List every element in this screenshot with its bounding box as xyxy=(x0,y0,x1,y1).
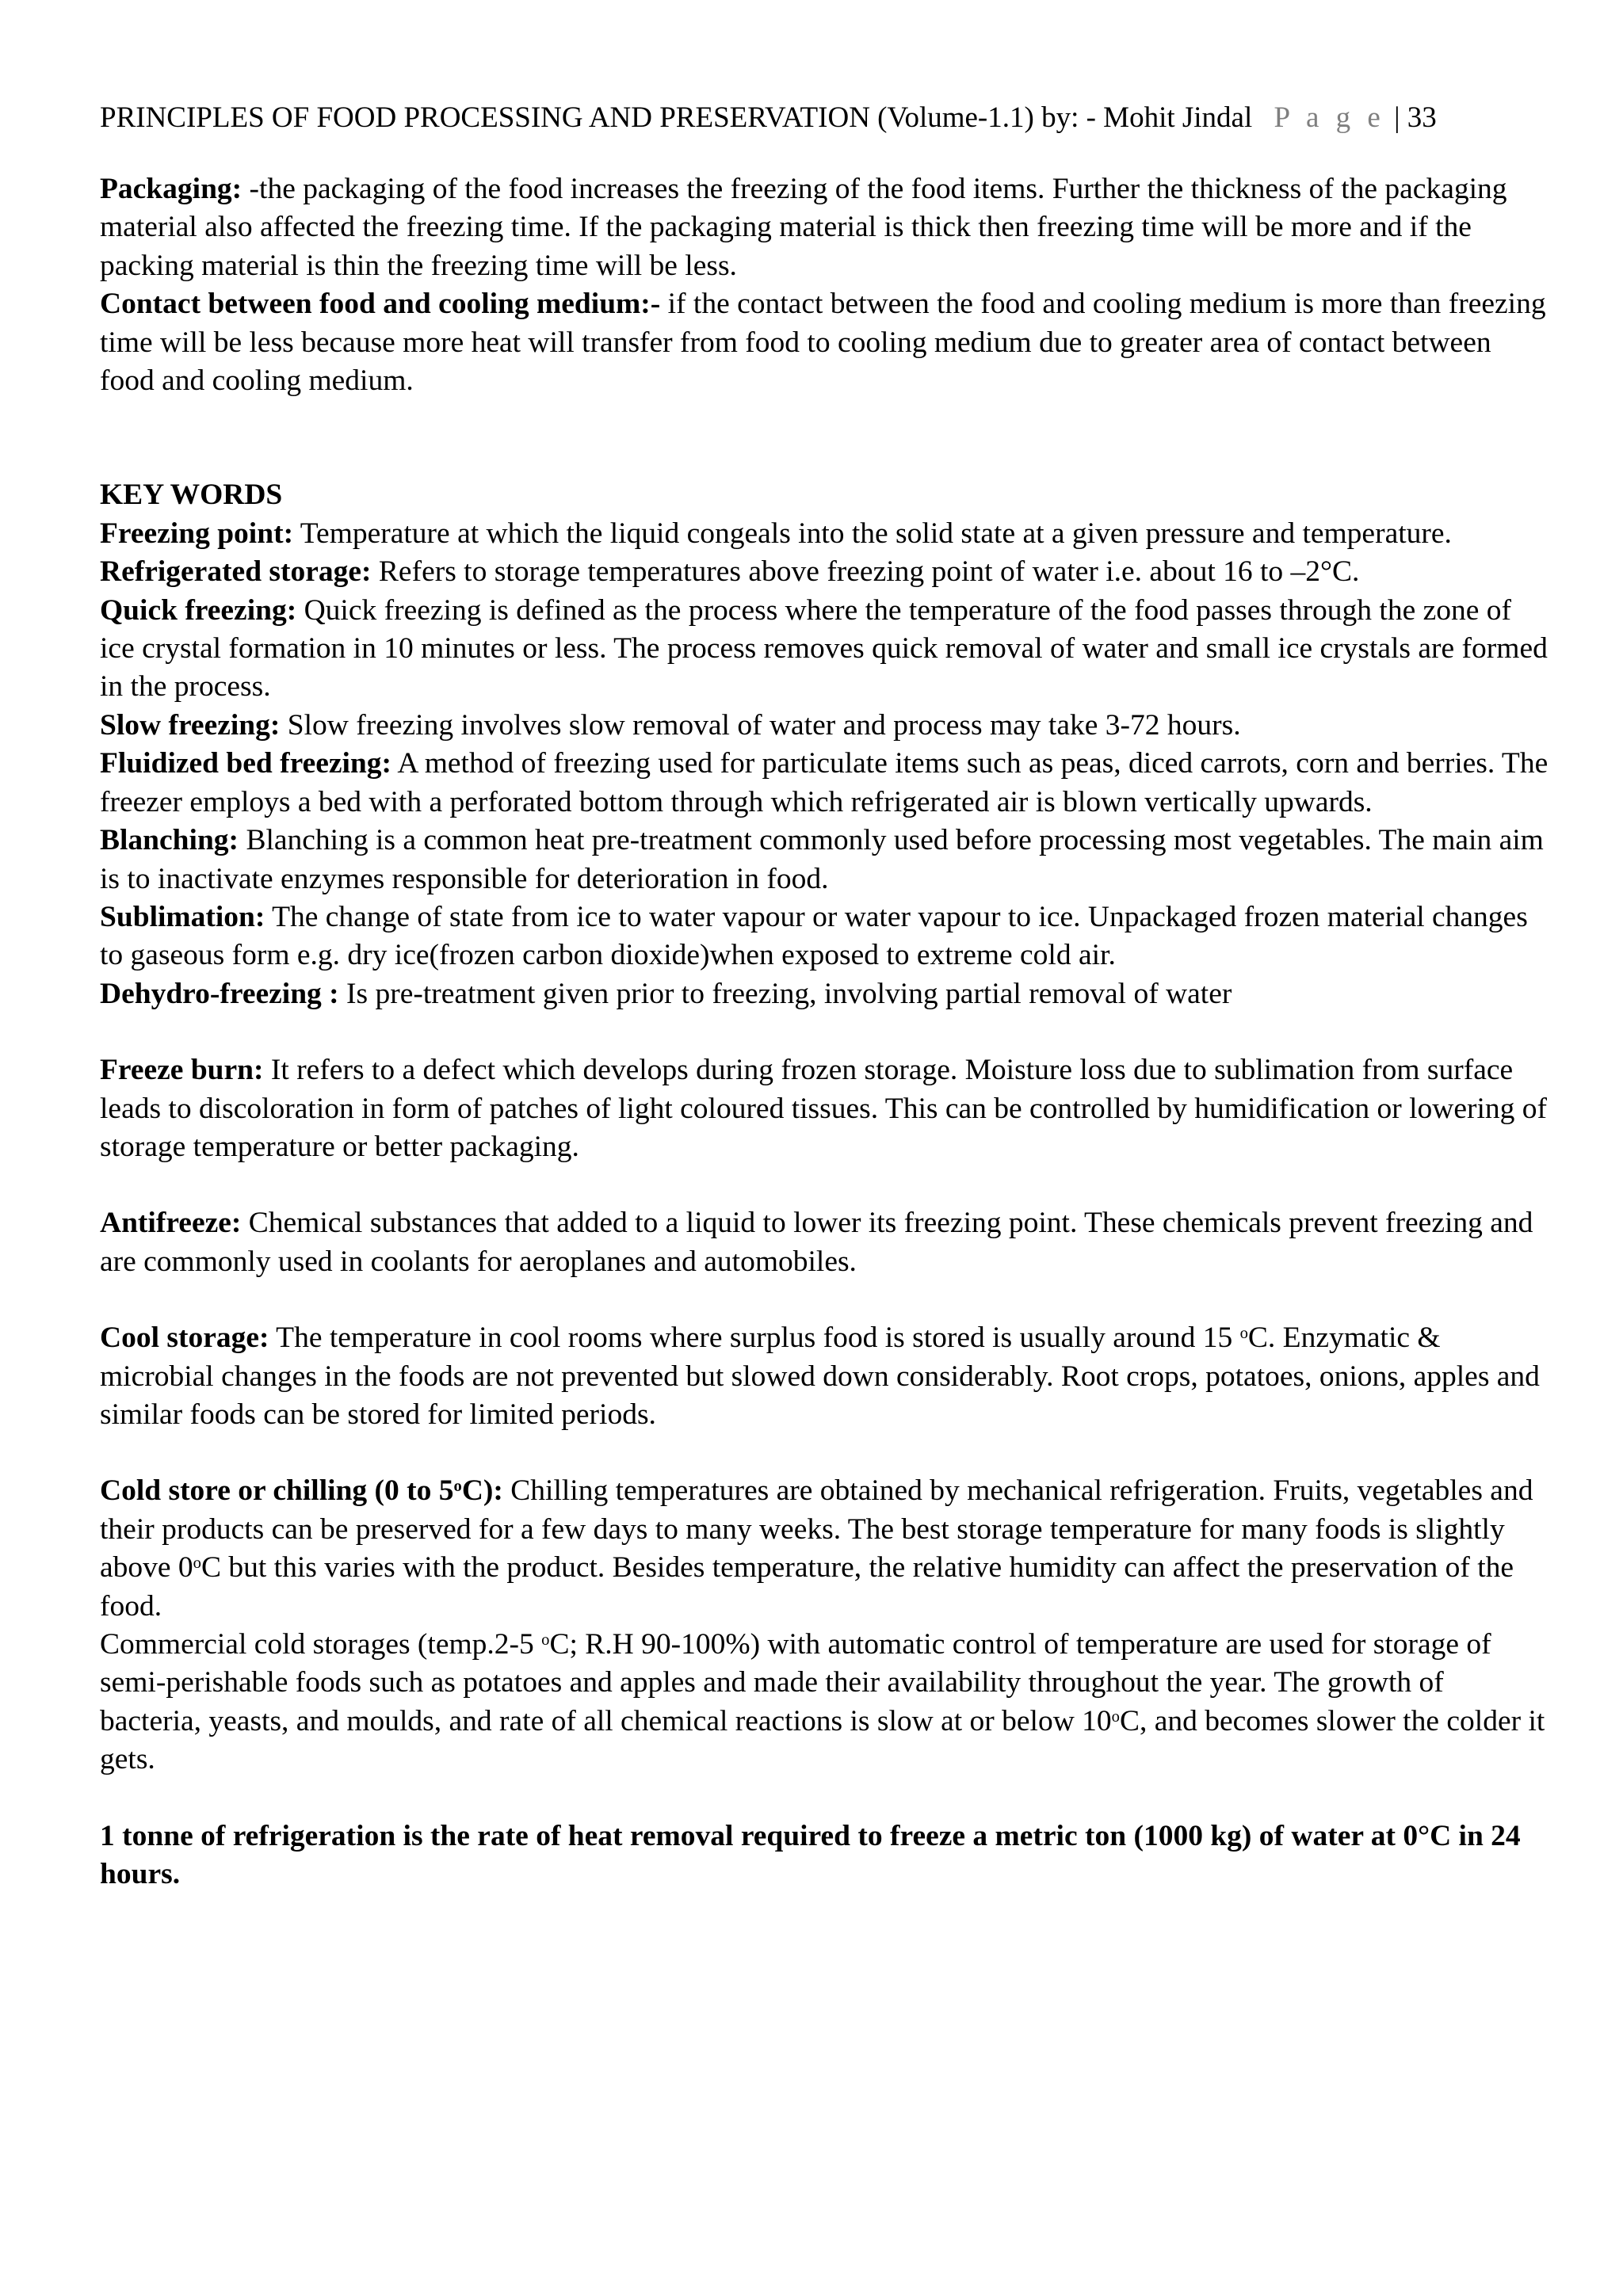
blanching-text: Blanching is a common heat pre-treatment commonly used before processing most vegetables. The main aim is to inactivate enzymes responsible for deterioration in food. xyxy=(100,824,1544,895)
contact-paragraph xyxy=(100,285,1550,400)
header-title: PRINCIPLES OF FOOD PROCESSING AND PRESERVATION (Volume-1.1) by: - Mohit Jindal xyxy=(100,101,1253,134)
spacer xyxy=(100,400,1550,476)
sublimation-text: The change of state from ice to water vapour or water vapour to ice. Unpackaged frozen material changes to gaseous form e.g. dry ice(frozen carbon dioxide)when exposed to extreme cold air. xyxy=(100,900,1528,972)
spacer xyxy=(100,1166,1550,1204)
keywords-heading-text: KEY WORDS xyxy=(100,479,283,512)
cool-storage-text-b: C. Enzymatic & microbial changes in the foods are not prevented but slowed down considerably. Root crops, potatoes, onions, apples and similar foods can be stored for limited periods. xyxy=(100,1322,1540,1431)
page-content xyxy=(100,170,1550,1894)
contact-term: Contact between food and cooling medium:- xyxy=(100,288,661,321)
freezing-point-text: Temperature at which the liquid congeals into the solid state at a given pressure and temperature. xyxy=(293,517,1452,550)
spacer xyxy=(100,1779,1550,1817)
spacer xyxy=(100,1434,1550,1472)
quick-freezing-text: Quick freezing is defined as the process where the temperature of the food passes through the zone of ice crystal formation in 10 minutes or less. The process removes quick removal of water and small ice crystals are formed in the process. xyxy=(100,593,1548,704)
fluidized-bed-term: Fluidized bed freezing: xyxy=(100,747,392,780)
page-header xyxy=(100,98,1526,138)
degree-superscript: o xyxy=(193,1554,201,1573)
cool-storage-term: Cool storage: xyxy=(100,1322,269,1355)
dehydro-freezing-paragraph xyxy=(100,975,1550,1013)
spacer xyxy=(100,1281,1550,1319)
blanching-paragraph xyxy=(100,822,1550,898)
antifreeze-term: Antifreeze: xyxy=(100,1207,242,1240)
blanching-term: Blanching: xyxy=(100,824,239,857)
freezing-point-paragraph xyxy=(100,515,1550,553)
spacer xyxy=(100,1013,1550,1051)
header-page-number: 33 xyxy=(1407,101,1437,134)
quick-freezing-paragraph xyxy=(100,592,1550,707)
cold-store-term-b: C): xyxy=(461,1474,503,1508)
commercial-text-b: C; R.H 90-100%) with automatic control of temperature are used for storage of semi-perishable foods such as potatoes and apples and made their availability throughout the year. The growth of bacteria, yeasts, and moulds, and rate of all chemical reactions is slow at or below 10 xyxy=(100,1628,1491,1737)
sublimation-paragraph xyxy=(100,898,1550,975)
header-separator: | xyxy=(1394,101,1400,134)
degree-superscript: o xyxy=(1239,1325,1248,1343)
freeze-burn-text: It refers to a defect which develops during frozen storage. Moisture loss due to sublimation from surface leads to discoloration in form of patches of light coloured tissues. This can be controlled by humidification or lowering of storage temperature or better packaging. xyxy=(100,1054,1547,1163)
slow-freezing-term: Slow freezing: xyxy=(100,708,281,742)
cold-store-text-a: Chilling temperatures are obtained by mechanical refrigeration. Fruits, vegetables and their products can be preserved for a few days to many weeks. The best storage temperature for many foods is slightly above 0 xyxy=(100,1474,1533,1585)
commercial-text-a: Commercial cold storages (temp.2-5 xyxy=(100,1628,542,1661)
degree-superscript: o xyxy=(541,1631,550,1649)
refrigerated-storage-paragraph xyxy=(100,553,1550,591)
cold-store-text-b: C but this varies with the product. Besides temperature, the relative humidity can affect the preservation of the food. xyxy=(100,1551,1514,1623)
packaging-term: Packaging: xyxy=(100,173,242,205)
commercial-text-c: C, and becomes slower the colder it gets. xyxy=(100,1704,1545,1776)
slow-freezing-paragraph xyxy=(100,707,1550,745)
packaging-paragraph xyxy=(100,170,1550,285)
fluidized-bed-paragraph xyxy=(100,745,1550,822)
slow-freezing-text: Slow freezing involves slow removal of water and process may take 3-72 hours. xyxy=(280,708,1241,742)
sublimation-term: Sublimation: xyxy=(100,900,265,933)
cold-store-term-a: Cold store or chilling (0 to 5 xyxy=(100,1474,454,1508)
degree-superscript: o xyxy=(453,1478,462,1496)
refrigerated-storage-text: Refers to storage temperatures above freezing point of water i.e. about 16 to –2°C. xyxy=(371,555,1360,589)
cool-storage-text-a: The temperature in cool rooms where surplus food is stored is usually around 15 xyxy=(269,1322,1240,1355)
refrigerated-storage-term: Refrigerated storage: xyxy=(100,555,372,589)
antifreeze-paragraph xyxy=(100,1204,1550,1281)
tonne-text: 1 tonne of refrigeration is the rate of heat removal required to freeze a metric ton (1000 kg) of water at 0°C in 24 hours. xyxy=(100,1819,1521,1891)
cool-storage-paragraph xyxy=(100,1319,1550,1434)
degree-superscript: o xyxy=(1111,1707,1120,1726)
keywords-heading xyxy=(100,476,1550,514)
cold-store-paragraph xyxy=(100,1472,1550,1626)
antifreeze-text: Chemical substances that added to a liquid to lower its freezing point. These chemicals prevent freezing and are commonly used in coolants for aeroplanes and automobiles. xyxy=(100,1207,1533,1278)
freeze-burn-paragraph xyxy=(100,1051,1550,1166)
tonne-paragraph xyxy=(100,1817,1550,1894)
fluidized-bed-text: A method of freezing used for particulate items such as peas, diced carrots, corn and berries. The freezer employs a bed with a perforated bottom through which refrigerated air is blown vertically upwards. xyxy=(100,747,1549,818)
contact-text: if the contact between the food and cooling medium is more than freezing time will be less because more heat will transfer from food to cooling medium due to greater area of contact between food and cooling medium. xyxy=(100,288,1546,398)
commercial-paragraph xyxy=(100,1626,1550,1779)
header-page-word: P a g e xyxy=(1274,101,1385,134)
dehydro-freezing-term: Dehydro-freezing : xyxy=(100,977,339,1010)
freeze-burn-term: Freeze burn: xyxy=(100,1054,264,1087)
dehydro-freezing-text: Is pre-treatment given prior to freezing, involving partial removal of water xyxy=(338,977,1232,1010)
packaging-text: -the packaging of the food increases the freezing of the food items. Further the thickness of the packaging material also affected the freezing time. If the packaging material is thick then freezing time will be more and if the packing material is thin the freezing time will be less. xyxy=(100,173,1507,282)
freezing-point-term: Freezing point: xyxy=(100,517,294,550)
cold-store-term xyxy=(100,1474,503,1507)
quick-freezing-term: Quick freezing: xyxy=(100,593,297,627)
